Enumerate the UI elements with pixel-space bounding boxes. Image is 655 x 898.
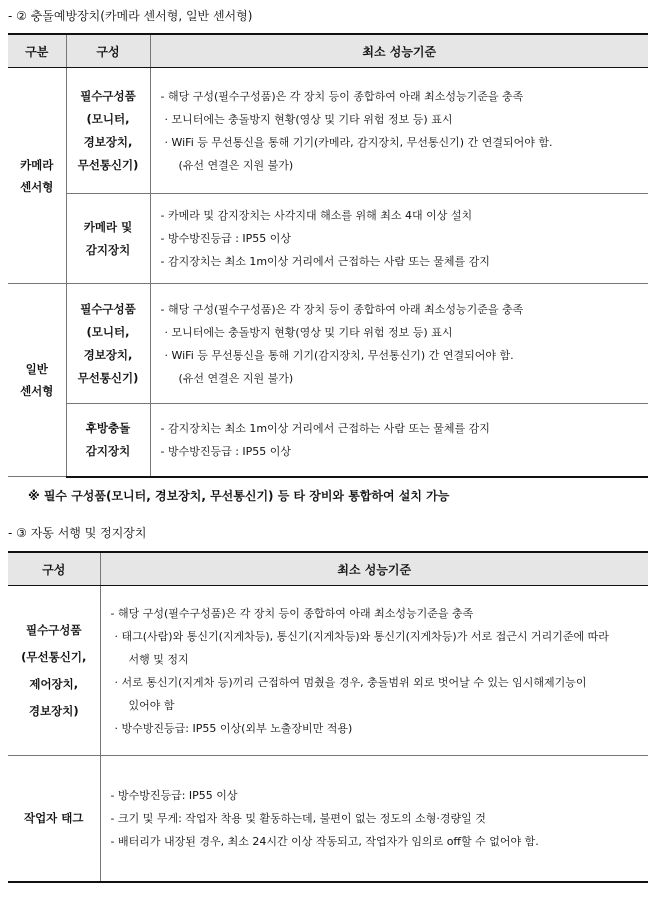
component-cell: 필수구성품 (무선통신기, 제어장치, 경보장치): [8, 586, 100, 756]
section2-heading: - ② 충돌예방장치(카메라 센서형, 일반 센서형): [8, 9, 253, 23]
criteria-cell: - 해당 구성(필수구성품)은 각 장치 등이 종합하여 아래 최소성능기준을 충족 · 태그(사람)와 통신기(지게차등), 통신기(지게차등)와 통신기(지게차등)가 서로 접근시 거리기준에 따라 서행 및 정지 · 서로 통신기(지게차 등)끼리 근접하여 멈췄을 경우, 충돌범위 외로 벗어날 수 있는 임시해제기능이 있어야 함 · 방수방진등급: IP55 이상(외부 노출장비만 적용): [100, 586, 648, 756]
header-criteria: 최소 성능기준: [150, 34, 648, 68]
table-row: [8, 194, 648, 284]
header-component: 구성: [66, 34, 150, 68]
component-cell: 필수구성품 (모니터, 경보장치, 무선통신기): [66, 68, 150, 194]
component-cell: 필수구성품 (모니터, 경보장치, 무선통신기): [66, 284, 150, 404]
section3-heading: - ③ 자동 서행 및 정지장치: [8, 526, 147, 540]
component-cell: 작업자 태그: [8, 756, 100, 882]
integration-note: ※ 필수 구성품(모니터, 경보장치, 무선통신기) 등 타 장비와 통합하여 설치 가능: [28, 489, 450, 503]
category-general-sensor: 일반 센서형: [8, 284, 66, 477]
table-row: [8, 68, 648, 194]
table-row: [8, 284, 648, 404]
table-row: [8, 756, 648, 882]
header-category: 구분: [8, 34, 66, 68]
header-component: 구성: [8, 552, 100, 586]
category-camera-sensor: 카메라 센서형: [8, 68, 66, 284]
criteria-cell: - 방수방진등급: IP55 이상 - 크기 및 무게: 작업자 착용 및 활동하는데, 불편이 없는 정도의 소형·경량일 것 - 배터리가 내장된 경우, 최소 24시간 이상 작동되고, 작업자가 임의로 off할 수 없어야 함.: [100, 756, 648, 882]
component-cell: 후방충돌 감지장치: [66, 404, 150, 477]
auto-slow-stop-table: [8, 551, 648, 883]
table-row: [8, 586, 648, 756]
header-criteria: 최소 성능기준: [100, 552, 648, 586]
component-cell: 카메라 및 감지장치: [66, 194, 150, 284]
criteria-cell: - 해당 구성(필수구성품)은 각 장치 등이 종합하여 아래 최소성능기준을 충족 · 모니터에는 충돌방지 현황(영상 및 기타 위험 정보 등) 표시 · WiFi 등 무선통신을 통해 기기(카메라, 감지장치, 무선통신기) 간 연결되어야 함. (유선 연결은 지원 불가): [150, 68, 648, 194]
criteria-cell: - 해당 구성(필수구성품)은 각 장치 등이 종합하여 아래 최소성능기준을 충족 · 모니터에는 충돌방지 현황(영상 및 기타 위험 정보 등) 표시 · WiFi 등 무선통신을 통해 기기(감지장치, 무선통신기) 간 연결되어야 함. (유선 연결은 지원 불가): [150, 284, 648, 404]
collision-prevention-table: [8, 33, 648, 478]
criteria-cell: - 감지장치는 최소 1m이상 거리에서 근접하는 사람 또는 물체를 감지 - 방수방진등급 : IP55 이상: [150, 404, 648, 477]
criteria-cell: - 카메라 및 감지장치는 사각지대 해소를 위해 최소 4대 이상 설치 - 방수방진등급 : IP55 이상 - 감지장치는 최소 1m이상 거리에서 근접하는 사람 또는 물체를 감지: [150, 194, 648, 284]
table-row: [8, 404, 648, 477]
